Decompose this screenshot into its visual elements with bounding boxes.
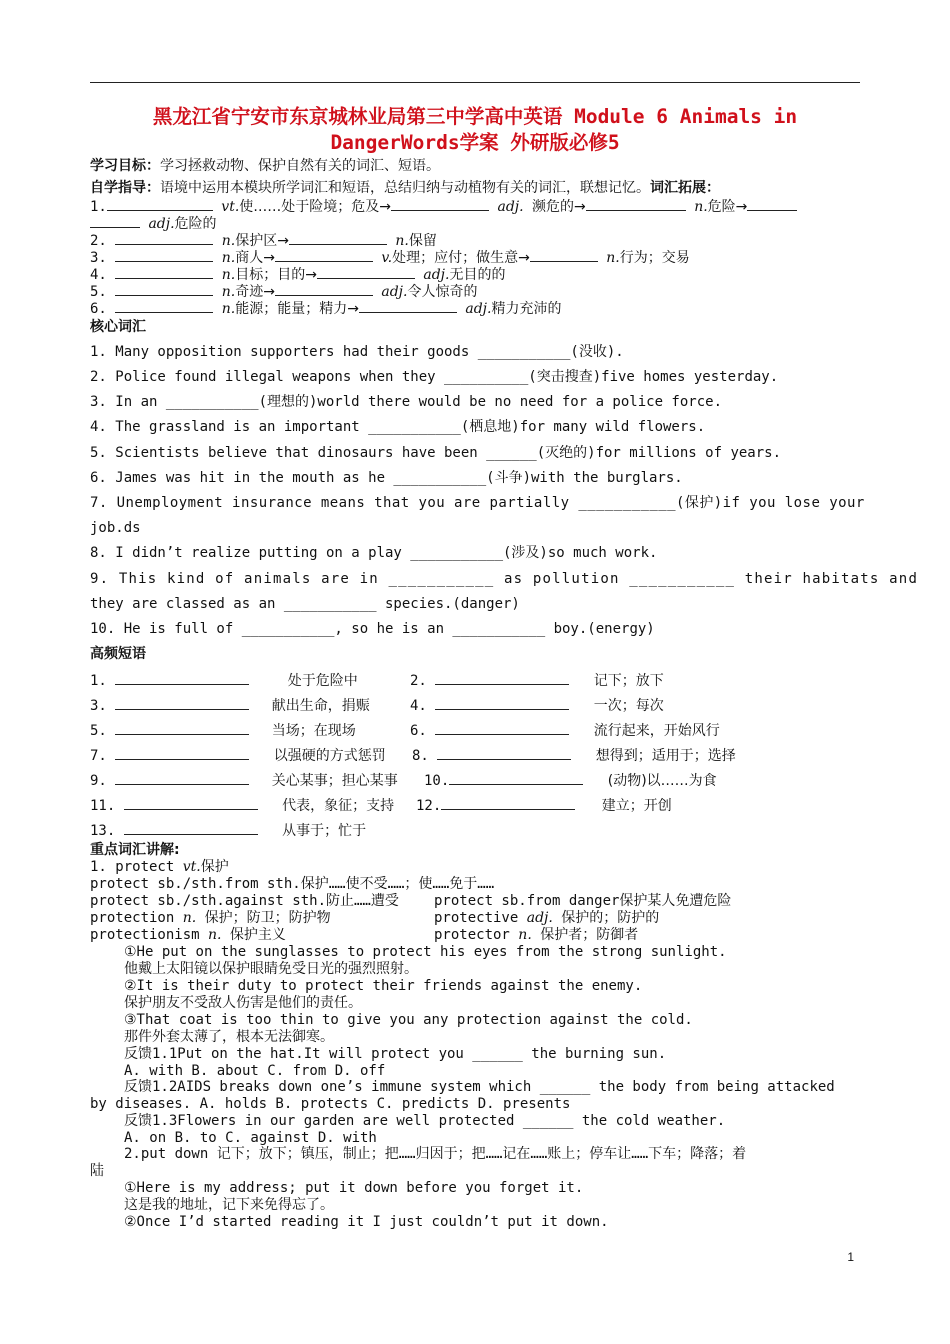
feedback-question: 反馈1.2AIDS breaks down one’s immune system which ______ the body from being attacked xyxy=(124,1079,835,1095)
example-sentence: ①Here is my address; put it down before you forget it. xyxy=(124,1180,584,1196)
explain-line xyxy=(90,927,286,944)
core-sentence-9-cont: they are classed as an ___________ species.(danger) xyxy=(90,596,520,612)
vocab-meaning: 奇迹→ xyxy=(235,284,275,300)
vocab-meaning: 精力充沛的 xyxy=(491,301,562,317)
phrase-blank xyxy=(115,696,249,710)
vocab-meaning: 濒危的→ xyxy=(532,199,586,215)
phrase-blank xyxy=(115,771,249,785)
part-of-speech: n. xyxy=(395,233,409,249)
example-sentence: ②Once I’d started reading it I just couldn’t put it down. xyxy=(124,1214,609,1230)
phrase-row xyxy=(410,671,664,690)
feedback-question: 反馈1.1Put on the hat.It will protect you ______ the burning sun. xyxy=(124,1046,667,1062)
core-sentence-1: 1. Many opposition supporters had their goods ___________(没收). xyxy=(90,344,624,360)
vocab-blank xyxy=(115,231,213,245)
vocab-blank xyxy=(115,299,213,313)
part-of-speech: n. xyxy=(221,233,236,249)
vocab-meaning: 保留 xyxy=(408,233,437,249)
part-of-speech: n. xyxy=(221,284,236,300)
phrase-row xyxy=(424,771,717,790)
core-sentence-7-cont: job.ds xyxy=(90,520,141,536)
part-of-speech: n. xyxy=(208,927,222,943)
phrase-number: 9. xyxy=(90,773,107,789)
phrase-meaning: 代表，象征；支持 xyxy=(282,798,395,814)
phrase-row xyxy=(90,721,356,740)
vocab-blank xyxy=(289,231,387,245)
part-of-speech: n. xyxy=(182,910,197,926)
example-sentence: ③That coat is too thin to give you any protection against the cold. xyxy=(124,1012,693,1028)
explain-line: protect sb./sth.from sth.保护……使不受……；使……免于…… xyxy=(90,876,495,892)
vocab-meaning: 危险的 xyxy=(174,216,217,232)
part-of-speech: adj. xyxy=(423,267,450,283)
phrase-number: 4. xyxy=(410,698,427,714)
vocab-blank xyxy=(115,282,213,296)
phrase-meaning: 流行起来，开始风行 xyxy=(593,723,720,739)
vocab-blank xyxy=(107,197,213,211)
vocab-line-6 xyxy=(90,299,561,318)
put-down-definition: 2.put down 记下；放下；镇压，制止；把……归因于；把……记在……账上；停车让……下车；降落；着 xyxy=(124,1146,747,1162)
phrase-meaning: (动物)以……为食 xyxy=(607,773,717,789)
phrase-meaning: 想得到；适用于；选择 xyxy=(595,748,736,764)
phrase-meaning: 记下；放下 xyxy=(593,673,664,689)
page-number: 1 xyxy=(847,1250,854,1264)
explain-meaning: 保护 xyxy=(200,859,229,875)
core-sentence-10: 10. He is full of ___________, so he is an ___________ boy.(energy) xyxy=(90,621,655,637)
phrase-row xyxy=(90,771,398,790)
objective-line xyxy=(90,158,440,175)
explain-line xyxy=(434,910,659,927)
vocab-meaning: 目标；目的→ xyxy=(235,267,317,283)
feedback-options: A. on B. to C. against D. with xyxy=(124,1130,377,1146)
core-sentence-5: 5. Scientists believe that dinosaurs have been ______(灭绝的)for millions of years. xyxy=(90,445,782,461)
phrase-meaning: 以强硬的方式惩罚 xyxy=(273,748,386,764)
part-of-speech: adj. xyxy=(526,910,553,926)
guide-text: 语境中运用本模块所学词汇和短语，总结归纳与动植物有关的词汇，联想记忆。 xyxy=(160,180,650,196)
part-of-speech: adj. xyxy=(497,199,524,215)
vocab-number: 4. xyxy=(90,267,107,283)
page-title: 黑龙江省宁安市东京城林业局第三中学高中英语 Module 6 Animals in DangerWords学案 外研版必修5 xyxy=(152,105,798,154)
part-of-speech: n. xyxy=(694,199,708,215)
vocab-blank xyxy=(586,197,686,211)
explain-line xyxy=(434,927,638,944)
part-of-speech: adj. xyxy=(148,216,175,232)
phrase-number: 3. xyxy=(90,698,107,714)
objective-text: 学习拯救动物、保护自然有关的词汇、短语。 xyxy=(160,158,440,174)
phrase-meaning: 从事于；忙于 xyxy=(282,823,367,839)
phrase-row xyxy=(410,721,720,740)
explain-meaning: 保护的；防护的 xyxy=(561,910,660,926)
phrase-row xyxy=(90,671,358,690)
phrase-row xyxy=(90,796,394,815)
example-translation: 他戴上太阳镜以保护眼睛免受日光的强烈照射。 xyxy=(124,961,418,977)
vocab-blank xyxy=(115,248,213,262)
part-of-speech: n. xyxy=(221,250,236,266)
core-sentence-8: 8. I didn’t realize putting on a play ___________(涉及)so much work. xyxy=(90,545,658,561)
core-sentence-3: 3. In an ___________(理想的)world there would be no need for a police force. xyxy=(90,394,723,410)
vocab-meaning: 无目的的 xyxy=(449,267,506,283)
phrase-number: 13. xyxy=(90,823,116,839)
phrase-blank xyxy=(435,696,569,710)
vocab-meaning: 能源；能量；精力→ xyxy=(235,301,359,317)
vocab-blank xyxy=(359,299,457,313)
phrase-blank xyxy=(115,721,249,735)
phrase-meaning: 一次；每次 xyxy=(593,698,664,714)
phrase-heading: 高频短语 xyxy=(90,646,146,662)
part-of-speech: v. xyxy=(381,250,393,266)
phrase-blank xyxy=(124,821,258,835)
objective-label: 学习目标： xyxy=(90,158,160,174)
part-of-speech: n. xyxy=(606,250,620,266)
vocab-blank xyxy=(391,197,489,211)
phrase-meaning: 当场；在现场 xyxy=(271,723,356,739)
phrase-number: 1. xyxy=(90,673,107,689)
core-heading: 核心词汇 xyxy=(90,319,146,335)
guide-label: 自学指导： xyxy=(90,180,160,196)
part-of-speech: vt. xyxy=(221,199,240,215)
feedback-options: by diseases. A. holds B. protects C. predicts D. presents xyxy=(90,1096,571,1112)
phrase-number: 11. xyxy=(90,798,116,814)
put-down-definition-cont: 陆 xyxy=(90,1163,104,1179)
vocab-meaning: 危险→ xyxy=(707,199,748,215)
vocab-meaning: 令人惊奇的 xyxy=(407,284,478,300)
vocab-meaning: 商人→ xyxy=(235,250,275,266)
vocab-number: 5. xyxy=(90,284,107,300)
phrase-number: 8. xyxy=(412,748,429,764)
phrase-row xyxy=(416,796,672,815)
vocab-blank xyxy=(747,197,797,211)
vocab-blank xyxy=(115,265,213,279)
vocab-number: 1. xyxy=(90,199,107,215)
core-sentence-4: 4. The grassland is an important ___________(栖息地)for many wild flowers. xyxy=(90,419,706,435)
vocab-blank xyxy=(275,282,373,296)
vocab-blank xyxy=(317,265,415,279)
core-sentence-2: 2. Police found illegal weapons when they __________(突击搜查)five homes yesterday. xyxy=(90,369,779,385)
vocab-meaning: 保护区→ xyxy=(235,233,289,249)
explain-word: 1. protect xyxy=(90,859,175,875)
phrase-meaning: 处于危险中 xyxy=(287,673,358,689)
header-rule xyxy=(90,82,860,83)
explain-line: protect sb.from danger保护某人免遭危险 xyxy=(434,893,732,909)
vocab-number: 6. xyxy=(90,301,107,317)
example-sentence: ①He put on the sunglasses to protect his eyes from the strong sunlight. xyxy=(124,944,727,960)
feedback-options: A. with B. about C. from D. off xyxy=(124,1063,386,1079)
explain-line: protect sb./sth.against sth.防止……遭受 xyxy=(90,893,399,909)
explain-word: protective xyxy=(434,910,519,926)
phrase-blank xyxy=(449,771,583,785)
explain-meaning: 保护者；防御者 xyxy=(540,927,639,943)
vocab-meaning: 处理；应付；做生意→ xyxy=(392,250,530,266)
phrase-blank xyxy=(435,721,569,735)
phrase-blank xyxy=(441,796,575,810)
vocab-blank xyxy=(90,214,140,228)
phrase-row xyxy=(90,821,366,840)
phrase-meaning: 献出生命，捐赈 xyxy=(271,698,370,714)
vocab-meaning: 行为；交易 xyxy=(619,250,690,266)
explain-word: protector xyxy=(434,927,510,943)
phrase-blank xyxy=(435,671,569,685)
vocab-number: 2. xyxy=(90,233,107,249)
example-translation: 保护朋友不受敌人伤害是他们的责任。 xyxy=(124,995,362,1011)
explain-word: protectionism xyxy=(90,927,200,943)
vocab-blank xyxy=(275,248,373,262)
vocab-meaning: 使……处于险境；危及→ xyxy=(239,199,392,215)
part-of-speech: vt. xyxy=(182,859,201,875)
phrase-row xyxy=(412,746,736,765)
part-of-speech: n. xyxy=(221,267,236,283)
phrase-number: 2. xyxy=(410,673,427,689)
vocab-blank xyxy=(530,248,598,262)
phrase-blank xyxy=(437,746,571,760)
explain-line xyxy=(90,910,331,927)
core-sentence-6: 6. James was hit in the mouth as he ___________(斗争)with the burglars. xyxy=(90,470,683,486)
example-sentence: ②It is their duty to protect their friends against the enemy. xyxy=(124,978,643,994)
phrase-blank xyxy=(124,796,258,810)
explain-word: protection xyxy=(90,910,175,926)
part-of-speech: n. xyxy=(221,301,236,317)
phrase-row xyxy=(90,746,386,765)
core-sentence-9: 9. This kind of animals are in ___________ as pollution ___________ their habitats and xyxy=(90,571,919,587)
explain-heading: 重点词汇讲解: xyxy=(90,842,180,858)
phrase-number: 10. xyxy=(424,773,450,789)
example-translation: 这是我的地址，记下来免得忘了。 xyxy=(124,1197,334,1213)
explain-meaning: 保护主义 xyxy=(229,927,286,943)
guide-line xyxy=(90,180,720,197)
example-translation: 那件外套太薄了，根本无法御寒。 xyxy=(124,1029,334,1045)
phrase-number: 12. xyxy=(416,798,442,814)
explain-line xyxy=(90,859,229,876)
core-sentence-7: 7. Unemployment insurance means that you are partially ___________(保护)if you lose your xyxy=(90,495,865,511)
phrase-number: 6. xyxy=(410,723,427,739)
phrase-meaning: 关心某事；担心某事 xyxy=(271,773,398,789)
feedback-question: 反馈1.3Flowers in our garden are well protected ______ the cold weather. xyxy=(124,1113,726,1129)
part-of-speech: adj. xyxy=(465,301,492,317)
phrase-number: 7. xyxy=(90,748,107,764)
phrase-meaning: 建立；开创 xyxy=(601,798,672,814)
phrase-number: 5. xyxy=(90,723,107,739)
vocab-number: 3. xyxy=(90,250,107,266)
part-of-speech: n. xyxy=(518,927,532,943)
expand-label: 词汇拓展： xyxy=(650,180,720,196)
phrase-row xyxy=(90,696,370,715)
phrase-blank xyxy=(115,671,249,685)
phrase-row xyxy=(410,696,664,715)
phrase-blank xyxy=(115,746,249,760)
explain-meaning: 保护；防卫；防护物 xyxy=(204,910,331,926)
part-of-speech: adj. xyxy=(381,284,408,300)
